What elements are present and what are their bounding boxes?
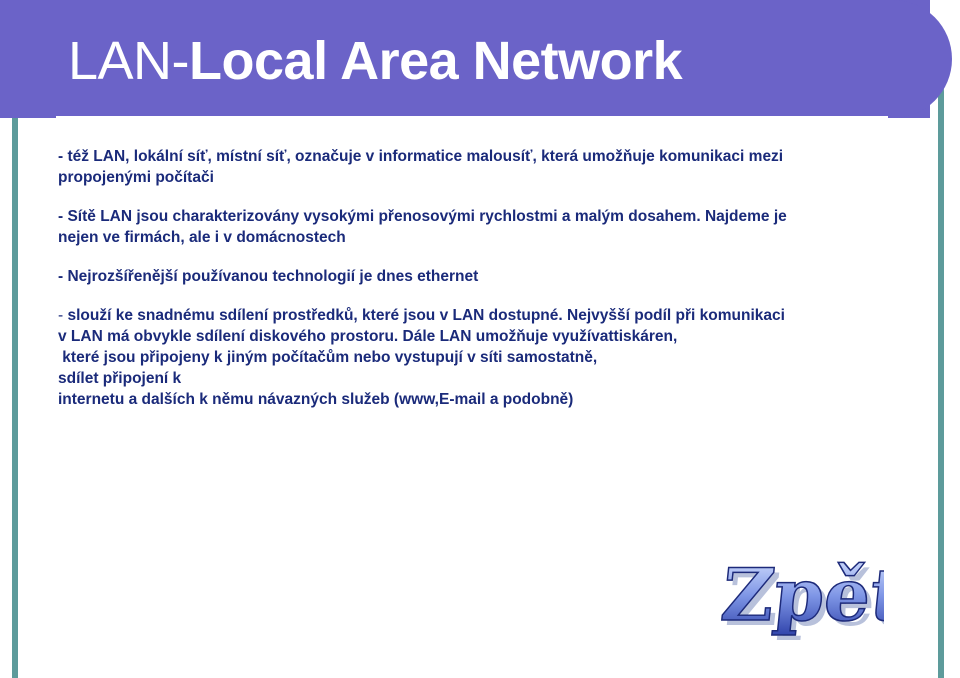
paragraph-text: - Sítě LAN jsou charakterizovány vysokými přenosovými rychlostmi a malým dosahem. — [58, 208, 705, 225]
page-title — [68, 30, 682, 92]
paragraph-text: Najdeme je — [704, 208, 787, 225]
title-prefix: LAN- — [68, 31, 190, 91]
paragraph-line: - též LAN, lokální síť, místní síť, označuje v informatice malousíť, která umožňuje komunikaci mezi — [58, 148, 784, 165]
paragraph-line — [58, 206, 858, 227]
back-wordart-icon — [714, 536, 884, 646]
paragraph-definition — [58, 146, 858, 188]
back-label-shadow: Zpět — [722, 558, 884, 643]
paragraph-line: - Nejrozšířenější používanou technologií je dnes ethernet — [58, 268, 479, 285]
paragraph-line: nejen ve firmách, ale i v domácnostech — [58, 229, 346, 246]
paragraph-line: v LAN má obvykle sdílení diskového prostoru. Dále LAN umožňuje využívattiskáren, — [58, 328, 678, 345]
paragraph-characteristics — [58, 206, 858, 248]
paragraph-line: propojenými počítači — [58, 169, 214, 186]
paragraph-text: slouží ke snadnému sdílení prostředků, které jsou v LAN dostupné. Nejvyšší podíl při komunikaci — [67, 307, 785, 324]
header-underline — [56, 116, 888, 122]
content-body — [58, 146, 858, 410]
paragraph-line: internetu a dalších k němu návazných služeb (www,E-mail a podobně) — [58, 391, 574, 408]
paragraph-technology — [58, 266, 858, 287]
title-main: Local Area Network — [189, 31, 683, 91]
back-button[interactable] — [714, 536, 884, 646]
back-label: Zpět — [717, 553, 884, 638]
paragraph-line — [58, 305, 858, 326]
paragraph-purpose — [58, 305, 858, 410]
paragraph-dash: - — [58, 307, 68, 324]
paragraph-line: sdílet připojení k — [58, 370, 182, 387]
paragraph-line: které jsou připojeny k jiným počítačům nebo vystupují v síti samostatně, — [58, 349, 598, 366]
